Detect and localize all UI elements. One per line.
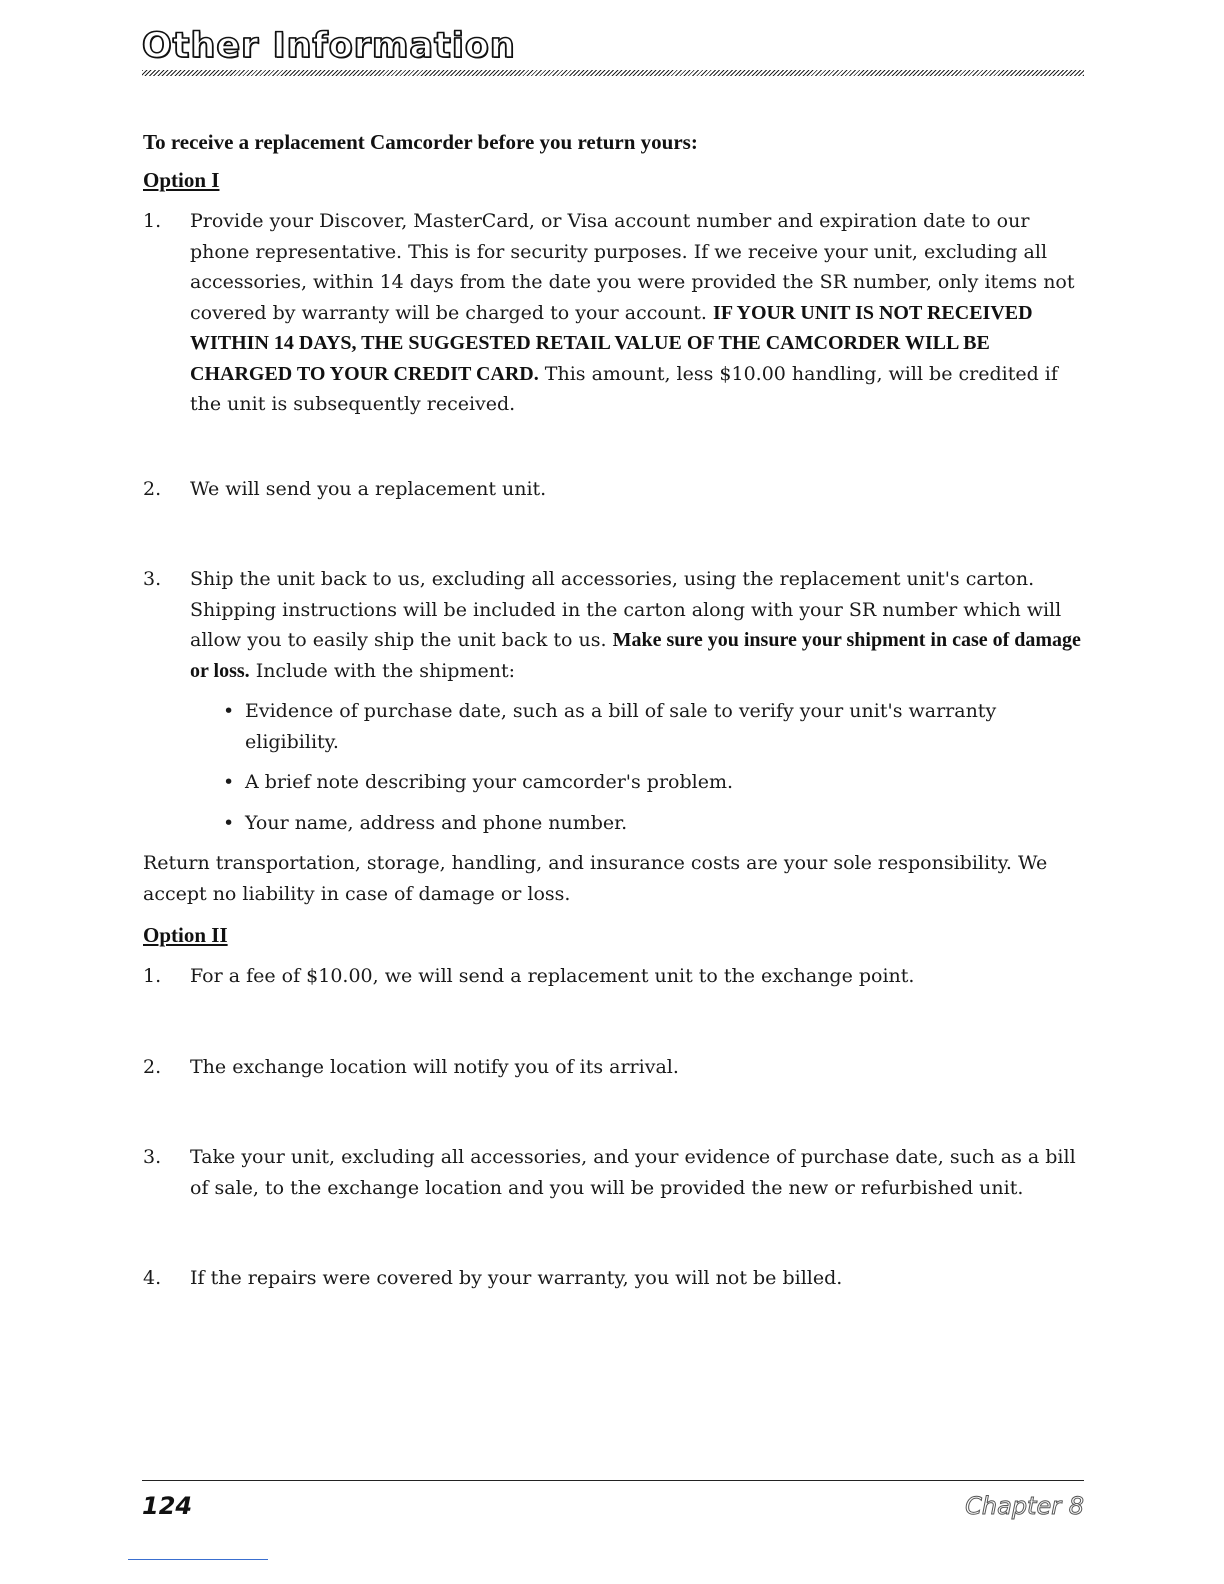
option-2-step-2: [143, 1052, 1083, 1083]
chapter-label: Chapter 8: [965, 1492, 1084, 1520]
step-text: Ship the unit back to us, excluding all accessories, using the replacement unit's carton. Shipping instructions will be included in the carton along with your SR number which will allow you to easily ship the unit back to us.: [190, 568, 1062, 651]
step-text-continued: Include with the shipment:: [255, 659, 515, 682]
step-text: We will send you a replacement unit.: [190, 477, 547, 500]
step-number: 1.: [143, 210, 162, 232]
option-1-step-3: [143, 564, 1083, 686]
option-2-title: Option II: [143, 923, 228, 947]
step-text: Provide your Discover, MasterCard, or Visa account number and expiration date to our phone representative. This is for security purposes. If we receive your unit, excluding all accessories, within 14 days from the date you were provided the SR number, only items not covered by warranty will be charged to your account.: [190, 210, 1075, 324]
step-number: 2.: [143, 1055, 162, 1078]
bottom-edge-mark: [128, 1559, 268, 1560]
bullet-icon: •: [223, 771, 235, 793]
bullet-icon: •: [223, 700, 235, 722]
shipment-checklist: [143, 696, 1083, 838]
step-number: 2.: [143, 477, 162, 500]
option-2-step-3: [143, 1142, 1083, 1203]
step-number: 1.: [143, 965, 162, 987]
step-text: For a fee of $10.00, we will send a replacement unit to the exchange point.: [190, 965, 915, 987]
main-content: [143, 130, 1083, 1294]
step-number: 3.: [143, 1146, 162, 1168]
header-rule: [142, 70, 1084, 76]
list-item: • A brief note describing your camcorder's problem.: [221, 767, 1083, 798]
insurance-note: Make sure you insure your shipment in case of damage or loss.: [190, 629, 1081, 682]
option-1-step-2: [143, 474, 1083, 505]
section-heading: To receive a replacement Camcorder before you return yours:: [143, 130, 698, 154]
option-1-step-1: [143, 206, 1083, 420]
option-1-title: Option I: [143, 168, 220, 192]
step-text: Take your unit, excluding all accessories, and your evidence of purchase date, such as a bill of sale, to the exchange location and you will be provided the new or refurbished unit.: [190, 1146, 1076, 1199]
footer-rule: [142, 1480, 1084, 1481]
step-text-continued: This amount, less $10.00 handling, will be credited if the unit is subsequently received.: [190, 362, 1058, 415]
step-text: The exchange location will notify you of its arrival.: [190, 1055, 679, 1078]
step-number: 3.: [143, 568, 162, 590]
step-number: 4.: [143, 1267, 162, 1289]
responsibility-note: Return transportation, storage, handling, and insurance costs are your sole responsibility. We accept no liability in case of damage or loss.: [143, 852, 1048, 905]
bullet-icon: •: [223, 811, 235, 834]
warning-text: IF YOUR UNIT IS NOT RECEIVED WITHIN 14 DAYS, THE SUGGESTED RETAIL VALUE OF THE CAMCORDER WILL BE CHARGED TO YOUR CREDIT CARD.: [190, 301, 1033, 385]
option-2-step-4: [143, 1263, 1083, 1294]
page-title: Other Information: [142, 26, 516, 66]
step-text: If the repairs were covered by your warranty, you will not be billed.: [190, 1267, 843, 1289]
option-2-step-1: [143, 961, 1083, 992]
list-item: • Your name, address and phone number.: [221, 808, 1083, 839]
page-number: 124: [142, 1492, 193, 1520]
list-item: • Evidence of purchase date, such as a bill of sale to verify your unit's warranty eligibility.: [221, 696, 1083, 757]
